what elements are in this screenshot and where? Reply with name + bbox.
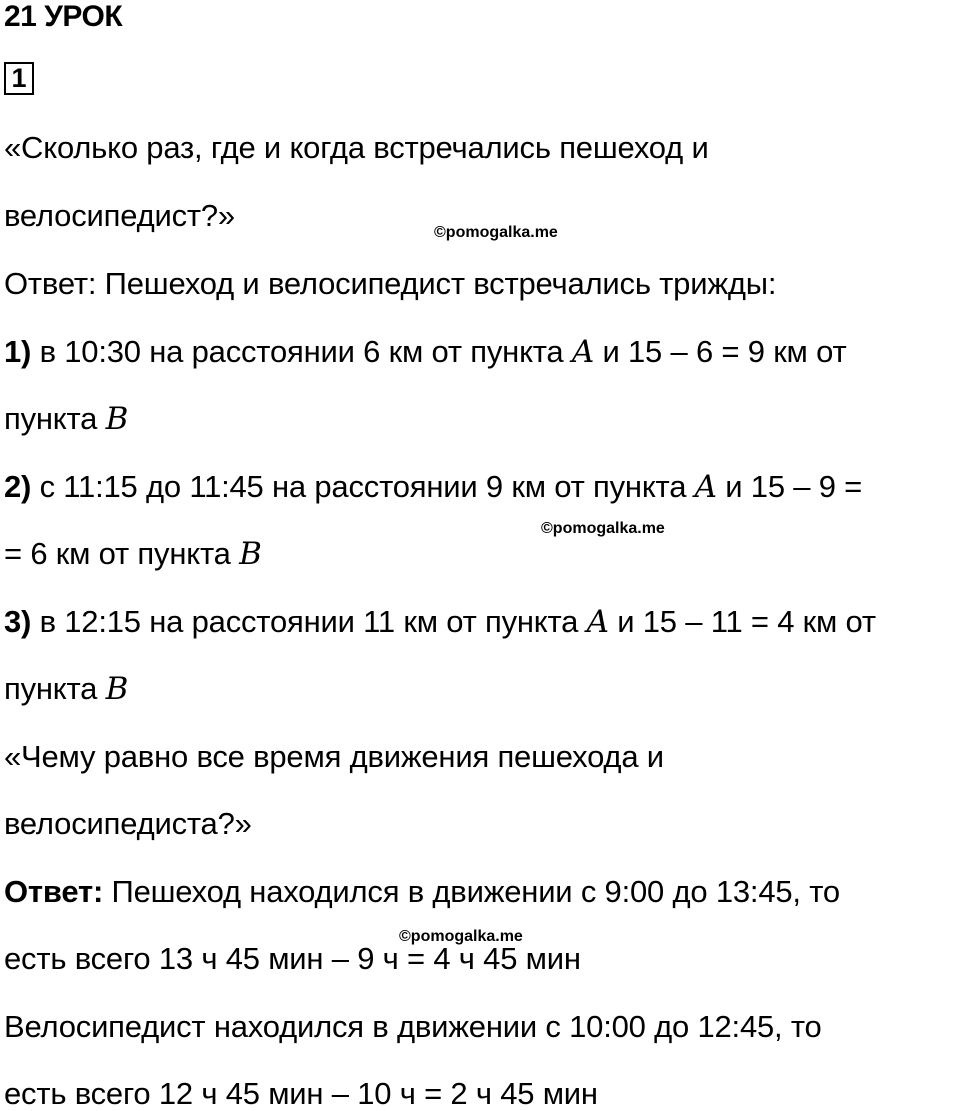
answer1-item1-line2 — [4, 402, 128, 436]
item1-point-b: B — [105, 401, 129, 437]
item1-text-b: и 15 – 6 = 9 км от — [594, 334, 847, 369]
watermark: ©pomogalka.me — [434, 224, 558, 241]
watermark: ©pomogalka.me — [399, 928, 523, 945]
item1-text-c: пункта — [4, 401, 106, 436]
task-number-box — [4, 62, 34, 95]
item3-text-c: пункта — [4, 671, 106, 706]
answer2-line1 — [4, 875, 840, 909]
item1-number: 1) — [4, 334, 32, 369]
answer2-text1: Пешеход находился в движении с 9:00 до 13:45, то — [103, 874, 840, 909]
answer2-line2: есть всего 13 ч 45 мин – 9 ч = 4 ч 45 мин — [4, 941, 581, 976]
answer1-intro: Ответ: Пешеход и велосипедист встречались трижды: — [4, 266, 777, 301]
question2-line1: «Чему равно все время движения пешехода и — [4, 739, 664, 774]
answer2-line4: есть всего 12 ч 45 мин – 10 ч = 2 ч 45 мин — [4, 1076, 598, 1111]
item2-number: 2) — [4, 469, 32, 504]
question1-line2: велосипедист?» — [4, 198, 235, 233]
item2-text-b: и 15 – 9 = — [716, 469, 863, 504]
watermark: ©pomogalka.me — [541, 520, 665, 537]
question2-line2: велосипедиста?» — [4, 806, 252, 841]
item3-number: 3) — [4, 604, 32, 639]
item3-point-b: B — [105, 671, 129, 707]
answer2-line3: Велосипедист находился в движении с 10:00 до 12:45, то — [4, 1009, 822, 1044]
answer1-item3-line2 — [4, 672, 128, 706]
answer1-item2-line1 — [4, 470, 862, 504]
item3-text-a: в 12:15 на расстоянии 11 км от пункта — [31, 604, 587, 639]
item1-text-a: в 10:30 на расстоянии 6 км от пункта — [31, 334, 572, 369]
task-number: 1 — [11, 63, 27, 93]
lesson-title: 21 УРОК — [4, 0, 123, 33]
item2-text-c: = 6 км от пункта — [4, 536, 240, 571]
item3-point-a: A — [586, 604, 609, 640]
item2-text-a: с 11:15 до 11:45 на расстоянии 9 км от пункта — [31, 469, 695, 504]
item2-point-b: B — [239, 536, 262, 572]
question1-line1: «Сколько раз, где и когда встречались пешеход и — [4, 130, 709, 165]
item3-text-b: и 15 – 11 = 4 км от — [608, 604, 876, 639]
answer1-item2-line2 — [4, 537, 262, 571]
answer1-item3-line1 — [4, 605, 876, 639]
answer2-label: Ответ: — [4, 874, 104, 909]
item1-point-a: A — [571, 334, 595, 370]
item2-point-a: A — [694, 469, 717, 505]
answer1-item1-line1 — [4, 335, 846, 369]
